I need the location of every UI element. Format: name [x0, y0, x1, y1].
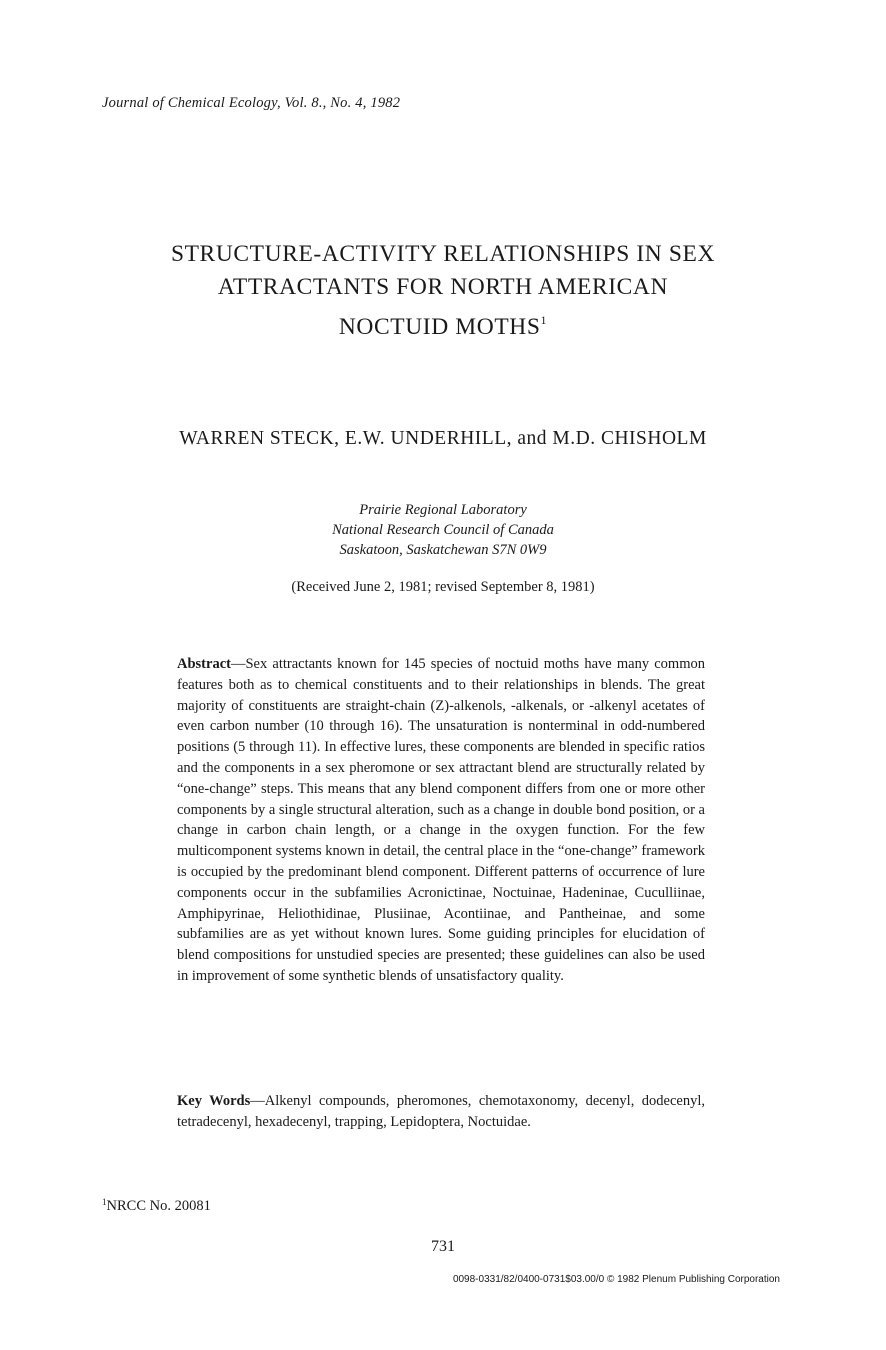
abstract-text: Sex attractants known for 145 species of noctuid moths have many common features both as to chemical constituents and to their relationships in blends. The great majority of constituents are straight-chain (Z)-alkenols, -alkenals, or -alkenyl acetates of even carbon number (10 through 16). The unsaturation is nonterminal in odd-numbered positions (5 through 11). In effective lures, these components are blended in specific ratios and the components in a sex pheromone or sex attractant blend are structurally related by “one-change” steps. This means that any blend component differs from one or more other components by a single structural alteration, such as a change in double bond position, or a change in carbon chain length, or a change in the oxygen function. For the few multicomponent systems known in detail, the central place in the “one-change” framework is occupied by the predominant blend component. Different patterns of occurrence of lure components occur in the subfamilies Acronictinae, Noctuinae, Hadeninae, Cuculliinae, Amphipyrinae, Heliothidinae, Plusiinae, Acontiinae, and Pantheinae, and some subfamilies are as yet without known lures. Some guiding principles for elucidation of blend compositions for unstudied species are presented; these guidelines can also be used in improvement of some synthetic blends of unsatisfactory quality.: [177, 656, 705, 984]
key-words-label: Key Words: [177, 1093, 251, 1109]
paper-title: [110, 238, 776, 344]
author-list: WARREN STECK, E.W. UNDERHILL, and M.D. CHISHOLM: [179, 428, 707, 449]
copyright-line: 0098-0331/82/0400-0731$03.00/0 © 1982 Plenum Publishing Corporation: [452, 1274, 780, 1285]
title-line-2: ATTRACTANTS FOR NORTH AMERICAN: [217, 274, 669, 300]
key-words: [177, 1091, 705, 1133]
title-footnote-mark: 1: [540, 313, 548, 327]
key-words-text: Alkenyl compounds, pheromones, chemotaxonomy, decenyl, dodecenyl, tetradecenyl, hexadecenyl, trapping, Lepidoptera, Noctuidae.: [177, 1093, 705, 1130]
footnote-mark: 1: [102, 1197, 107, 1207]
abstract-label: Abstract: [177, 656, 231, 672]
page-number: 731: [431, 1238, 455, 1255]
received-dates: (Received June 2, 1981; revised September 8, 1981): [291, 579, 595, 595]
title-line-3-text: NOCTUID MOTHS: [338, 314, 541, 340]
abstract-dash: —: [230, 656, 246, 672]
affiliation-line-1: Prairie Regional Laboratory: [359, 502, 527, 518]
affiliation-line-2: National Research Council of Canada: [332, 522, 554, 538]
title-line-1: STRUCTURE-ACTIVITY RELATIONSHIPS IN SEX: [170, 241, 716, 267]
affiliation: [210, 500, 676, 560]
key-words-dash: —: [250, 1093, 265, 1109]
title-line-3: [110, 304, 776, 344]
journal-citation: Journal of Chemical Ecology, Vol. 8., No. 4, 1982: [102, 95, 401, 111]
footnote-text: NRCC No. 20081: [106, 1198, 211, 1214]
affiliation-line-3: Saskatoon, Saskatchewan S7N 0W9: [339, 542, 547, 558]
abstract: [177, 654, 705, 987]
footnote: [102, 1197, 211, 1215]
